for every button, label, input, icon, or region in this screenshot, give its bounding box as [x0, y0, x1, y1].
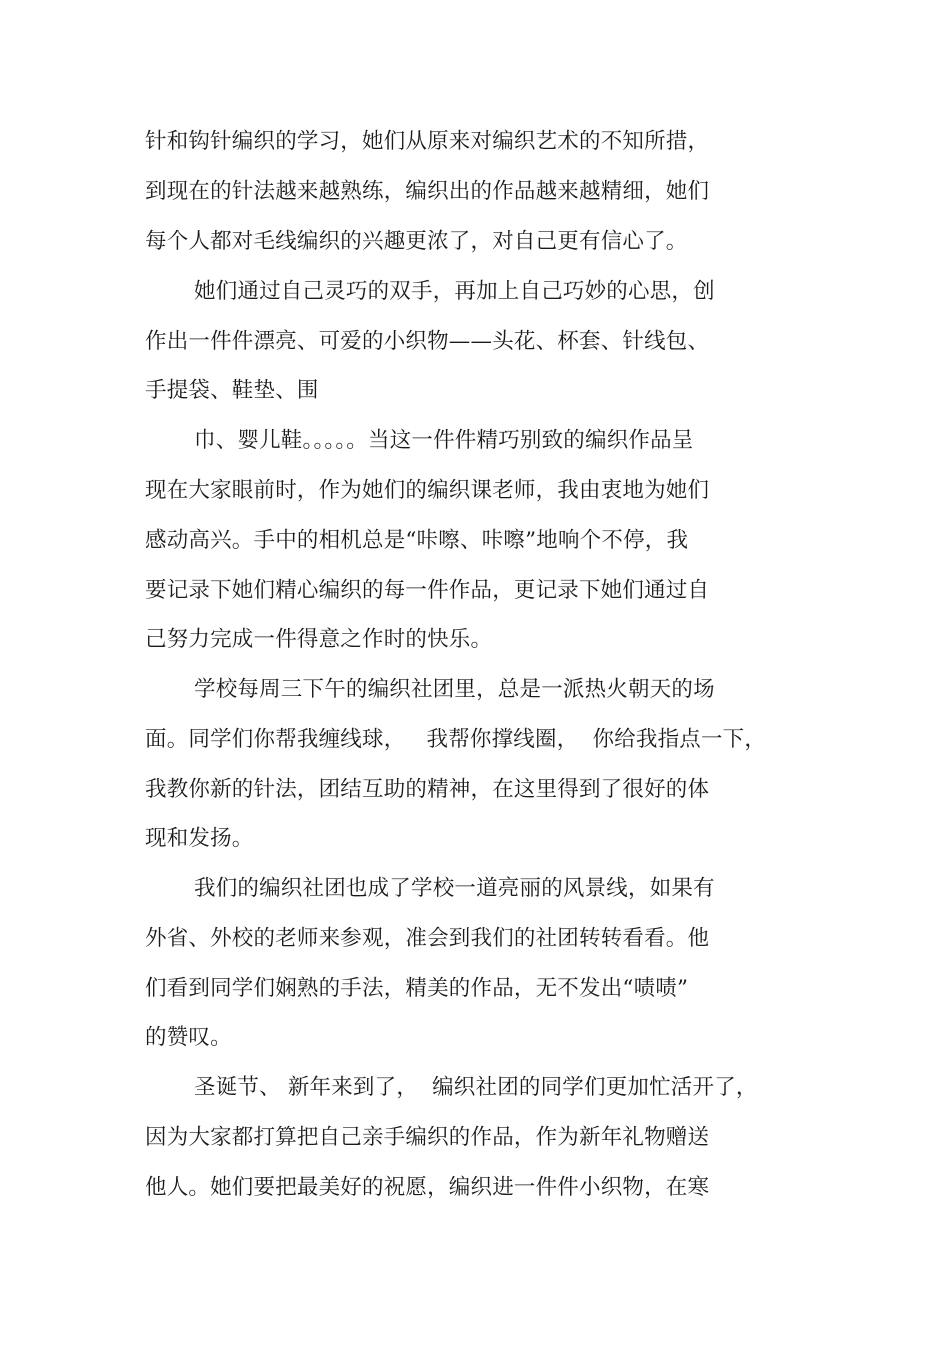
text-line: 手提袋、鞋垫、围	[145, 378, 319, 403]
text-line: 因为大家都打算把自己亲手编织的作品，作为新年礼物赠送	[145, 1125, 710, 1150]
text-line: 感动高兴。手中的相机总是“咔嚓、咔嚓”地响个不停，我	[145, 528, 689, 553]
paragraph-first-line: 巾、婴儿鞋。。。。。当这一件件精巧别致的编织作品呈	[194, 428, 694, 453]
paragraph-first-line: 我们的编织社团也成了学校一道亮丽的风景线，如果有	[194, 876, 715, 901]
text-line: 每个人都对毛线编织的兴趣更浓了，对自己更有信心了。	[145, 229, 688, 254]
text-line: 己努力完成一件得意之作时的快乐。	[145, 627, 493, 652]
text-line: 们看到同学们娴熟的手法，精美的作品，无不发出“啧啧”	[145, 976, 689, 1001]
text-line: 现在大家眼前时，作为她们的编织课老师，我由衷地为她们	[145, 478, 710, 503]
text-line: 他人。她们要把最美好的祝愿，编织进一件件小织物，在寒	[145, 1175, 710, 1200]
text-line: 的赞叹。	[145, 1025, 232, 1050]
text-line: 针和钩针编织的学习，她们从原来对编织艺术的不知所措，	[145, 129, 710, 154]
text-line: 要记录下她们精心编织的每一件作品，更记录下她们通过自	[145, 578, 710, 603]
text-line: 外省、外校的老师来参观，准会到我们的社团转转看看。他	[145, 926, 710, 951]
text-line: 到现在的针法越来越熟练，编织出的作品越来越精细，她们	[145, 179, 710, 204]
text-line: 作出一件件漂亮、可爱的小织物——头花、杯套、针线包、	[145, 329, 710, 354]
paragraph-first-line: 她们通过自己灵巧的双手，再加上自己巧妙的心思，创	[194, 279, 715, 304]
text-line: 我教你新的针法，团结互助的精神，在这里得到了很好的体	[145, 777, 710, 802]
text-line: 现和发扬。	[145, 826, 254, 851]
paragraph-first-line: 学校每周三下午的编织社团里，总是一派热火朝天的场	[194, 677, 715, 702]
paragraph-first-line: 圣诞节、 新年来到了， 编织社团的同学们更加忙活开了，	[194, 1075, 758, 1100]
text-line: 面。同学们你帮我缠线球， 我帮你撑线圈， 你给我指点一下，	[145, 727, 767, 752]
